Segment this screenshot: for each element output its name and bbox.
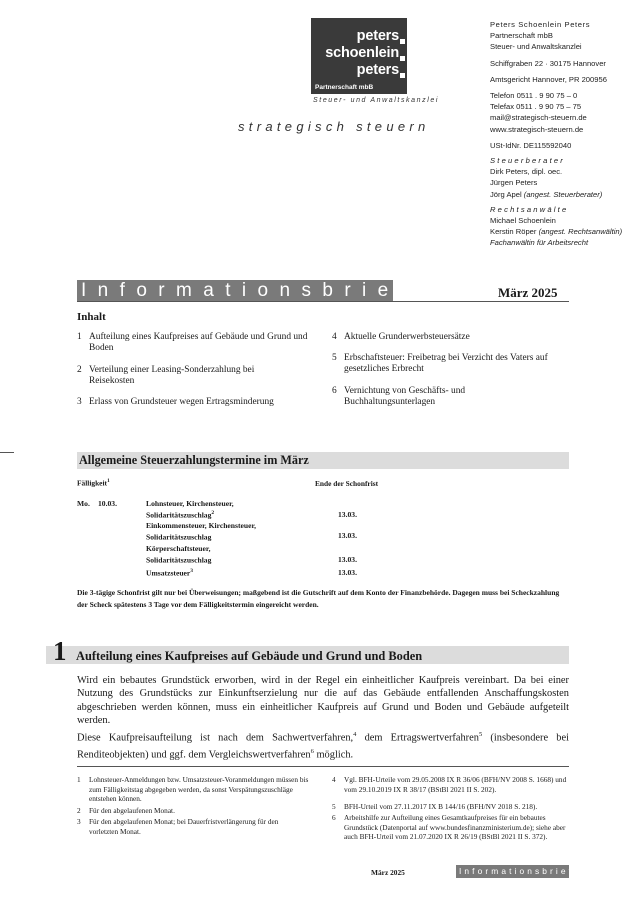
section-number: 1	[53, 636, 67, 666]
firm-fax: Telefax 0511 . 9 90 75 – 75	[490, 102, 582, 112]
rechtsanwalt-2-role: Fachanwältin für Arbeitsrecht	[490, 238, 589, 248]
steuerberater-3: Jörg Apel (angest. Steuerberater)	[490, 189, 603, 199]
toc-item-label: Erbschaftsteuer: Freibetrag bei Verzicht des Vaters auf gesetzliches Erbrecht	[344, 353, 548, 375]
col-header-schonfrist: Ende der Schonfrist	[315, 479, 379, 488]
tax-item: Umsatzsteuer$^3$	[146, 568, 194, 578]
footnote-divider	[77, 766, 569, 767]
toc-item[interactable]: 2 Verteilung einer Leasing-Sonderzahlung bei Reisekosten	[77, 365, 309, 389]
toc-item[interactable]: 3 Erlass von Grundsteuer wegen Ertragsminderung	[77, 397, 309, 409]
tax-item: Einkommensteuer, Kirchensteuer, Solidaritätszuschlag	[146, 521, 257, 542]
firm-type: Steuer- und Anwaltskanzlei	[490, 42, 582, 52]
tax-item-deadline: 13.03.	[338, 510, 357, 519]
firm-info	[490, 19, 640, 249]
due-date: 10.03.	[98, 499, 117, 508]
rechtsanwalt-1: Michael Schoenlein	[490, 216, 556, 226]
issue-date: März 2025	[498, 285, 558, 300]
document-title: Informationsbrief	[77, 280, 393, 301]
tax-item-deadline: 13.03.	[338, 568, 357, 577]
logo-tagline: Steuer- und Anwaltskanzlei	[313, 97, 440, 104]
firm-phone: Telefon 0511 . 9 90 75 – 0	[490, 91, 578, 101]
tax-item: Körperschaftsteuer, Solidaritätszuschlag	[146, 544, 212, 565]
toc-item-label: Aktuelle Grunderwerbsteuersätze	[344, 332, 470, 342]
paragraph: Wird ein bebautes Grundstück erworben, wird in der Regel ein einheitlicher Kaufpreis vereinbart. Da bei einer Nutzung des Grundstücks zur Einkunftserzielung nur die auf das Gebäude entfallenden Anschaffungskosten abgeschrieben werden können, muss ein einheitlicher Kaufpreis auf Grund und Boden und Gebäude aufgeteilt werden.	[77, 675, 569, 727]
paragraph: Diese Kaufpreisaufteilung ist nach dem Sachwertverfahren,$^4$ dem Ertragswertverfahren$^5$ (insbesondere bei Renditeobjekten) und ggf. dem Vergleichswertverfahren$^6$ möglich.	[77, 731, 570, 761]
toc-item-label: Aufteilung eines Kaufpreises auf Gebäude und Grund und Boden	[89, 332, 308, 354]
toc-item-label: Erlass von Grundsteuer wegen Ertragsminderung	[89, 397, 274, 407]
schonfrist-note: Die 3-tägige Schonfrist gilt nur bei Überweisungen; maßgebend ist die Gutschrift auf dem Konto der Finanzbehörde. Dagegen muss bei Scheckzahlung der Scheck spätestens 3 Tage vor dem Fälligkeitstermin eingereicht werden.	[77, 588, 560, 609]
firm-legal-form: Partnerschaft mbB	[490, 31, 553, 41]
toc-item-label: Vernichtung von Geschäfts- und Buchhaltungsunterlagen	[344, 386, 466, 408]
logo-square	[400, 56, 405, 61]
fold-mark	[0, 452, 14, 453]
logo-square	[400, 73, 405, 78]
toc-item[interactable]: 6 Vernichtung von Geschäfts- und Buchhaltungsunterlagen	[332, 386, 569, 410]
tax-item: Lohnsteuer, Kirchensteuer, Solidaritätszuschlag$^2$	[146, 499, 234, 520]
toc-item[interactable]: 1 Aufteilung eines Kaufpreises auf Gebäude und Grund und Boden	[77, 332, 308, 354]
logo-subtitle: Partnerschaft mbB	[315, 84, 374, 91]
steuerberater-1: Dirk Peters, dipl. oec.	[490, 167, 563, 177]
rechtsanwalt-2: Kerstin Röper (angest. Rechtsanwältin)	[490, 227, 623, 237]
due-day: Mo.	[77, 499, 90, 508]
slogan: strategisch steuern	[238, 119, 430, 134]
tax-item-deadline: 13.03.	[338, 555, 357, 564]
divider	[77, 301, 569, 302]
section-rechtsanwaelte: Rechtsanwälte	[490, 204, 569, 214]
firm-register: Amtsgericht Hannover, PR 200956	[490, 74, 607, 84]
firm-email[interactable]: mail@strategisch-steuern.de	[490, 113, 587, 123]
logo-line-1: peters	[356, 28, 399, 44]
logo-line-2: schoenlein	[325, 45, 399, 61]
termine-heading: Allgemeine Steuerzahlungstermine im März	[77, 452, 569, 469]
firm-logo	[311, 18, 407, 94]
tax-item-deadline: 13.03.	[338, 531, 357, 540]
firm-address: Schiffgraben 22 · 30175 Hannover	[490, 58, 606, 68]
logo-square	[400, 39, 405, 44]
toc-heading: Inhalt	[77, 311, 106, 323]
footer-title: Informationsbrief	[456, 865, 569, 878]
toc-item[interactable]: 5 Erbschaftsteuer: Freibetrag bei Verzicht des Vaters auf gesetzliches Erbrecht	[332, 353, 569, 377]
section-title: Aufteilung eines Kaufpreises auf Gebäude und Grund und Boden	[76, 649, 423, 663]
firm-website[interactable]: www.strategisch-steuern.de	[490, 124, 584, 134]
logo-line-3: peters	[356, 62, 399, 78]
toc-item[interactable]: 4 Aktuelle Grunderwerbsteuersätze	[332, 332, 569, 344]
firm-vat-id: USt-IdNr. DE115592040	[490, 140, 572, 150]
steuerberater-2: Jürgen Peters	[490, 178, 538, 188]
section-steuerberater: Steuerberater	[490, 156, 566, 166]
toc-item-label: Verteilung einer Leasing-Sonderzahlung bei Reisekosten	[89, 365, 255, 387]
firm-name: Peters Schoenlein Peters	[490, 20, 591, 29]
footer-date: März 2025	[371, 868, 405, 877]
col-header-faelligkeit: Fälligkeit$^1$	[77, 478, 110, 488]
